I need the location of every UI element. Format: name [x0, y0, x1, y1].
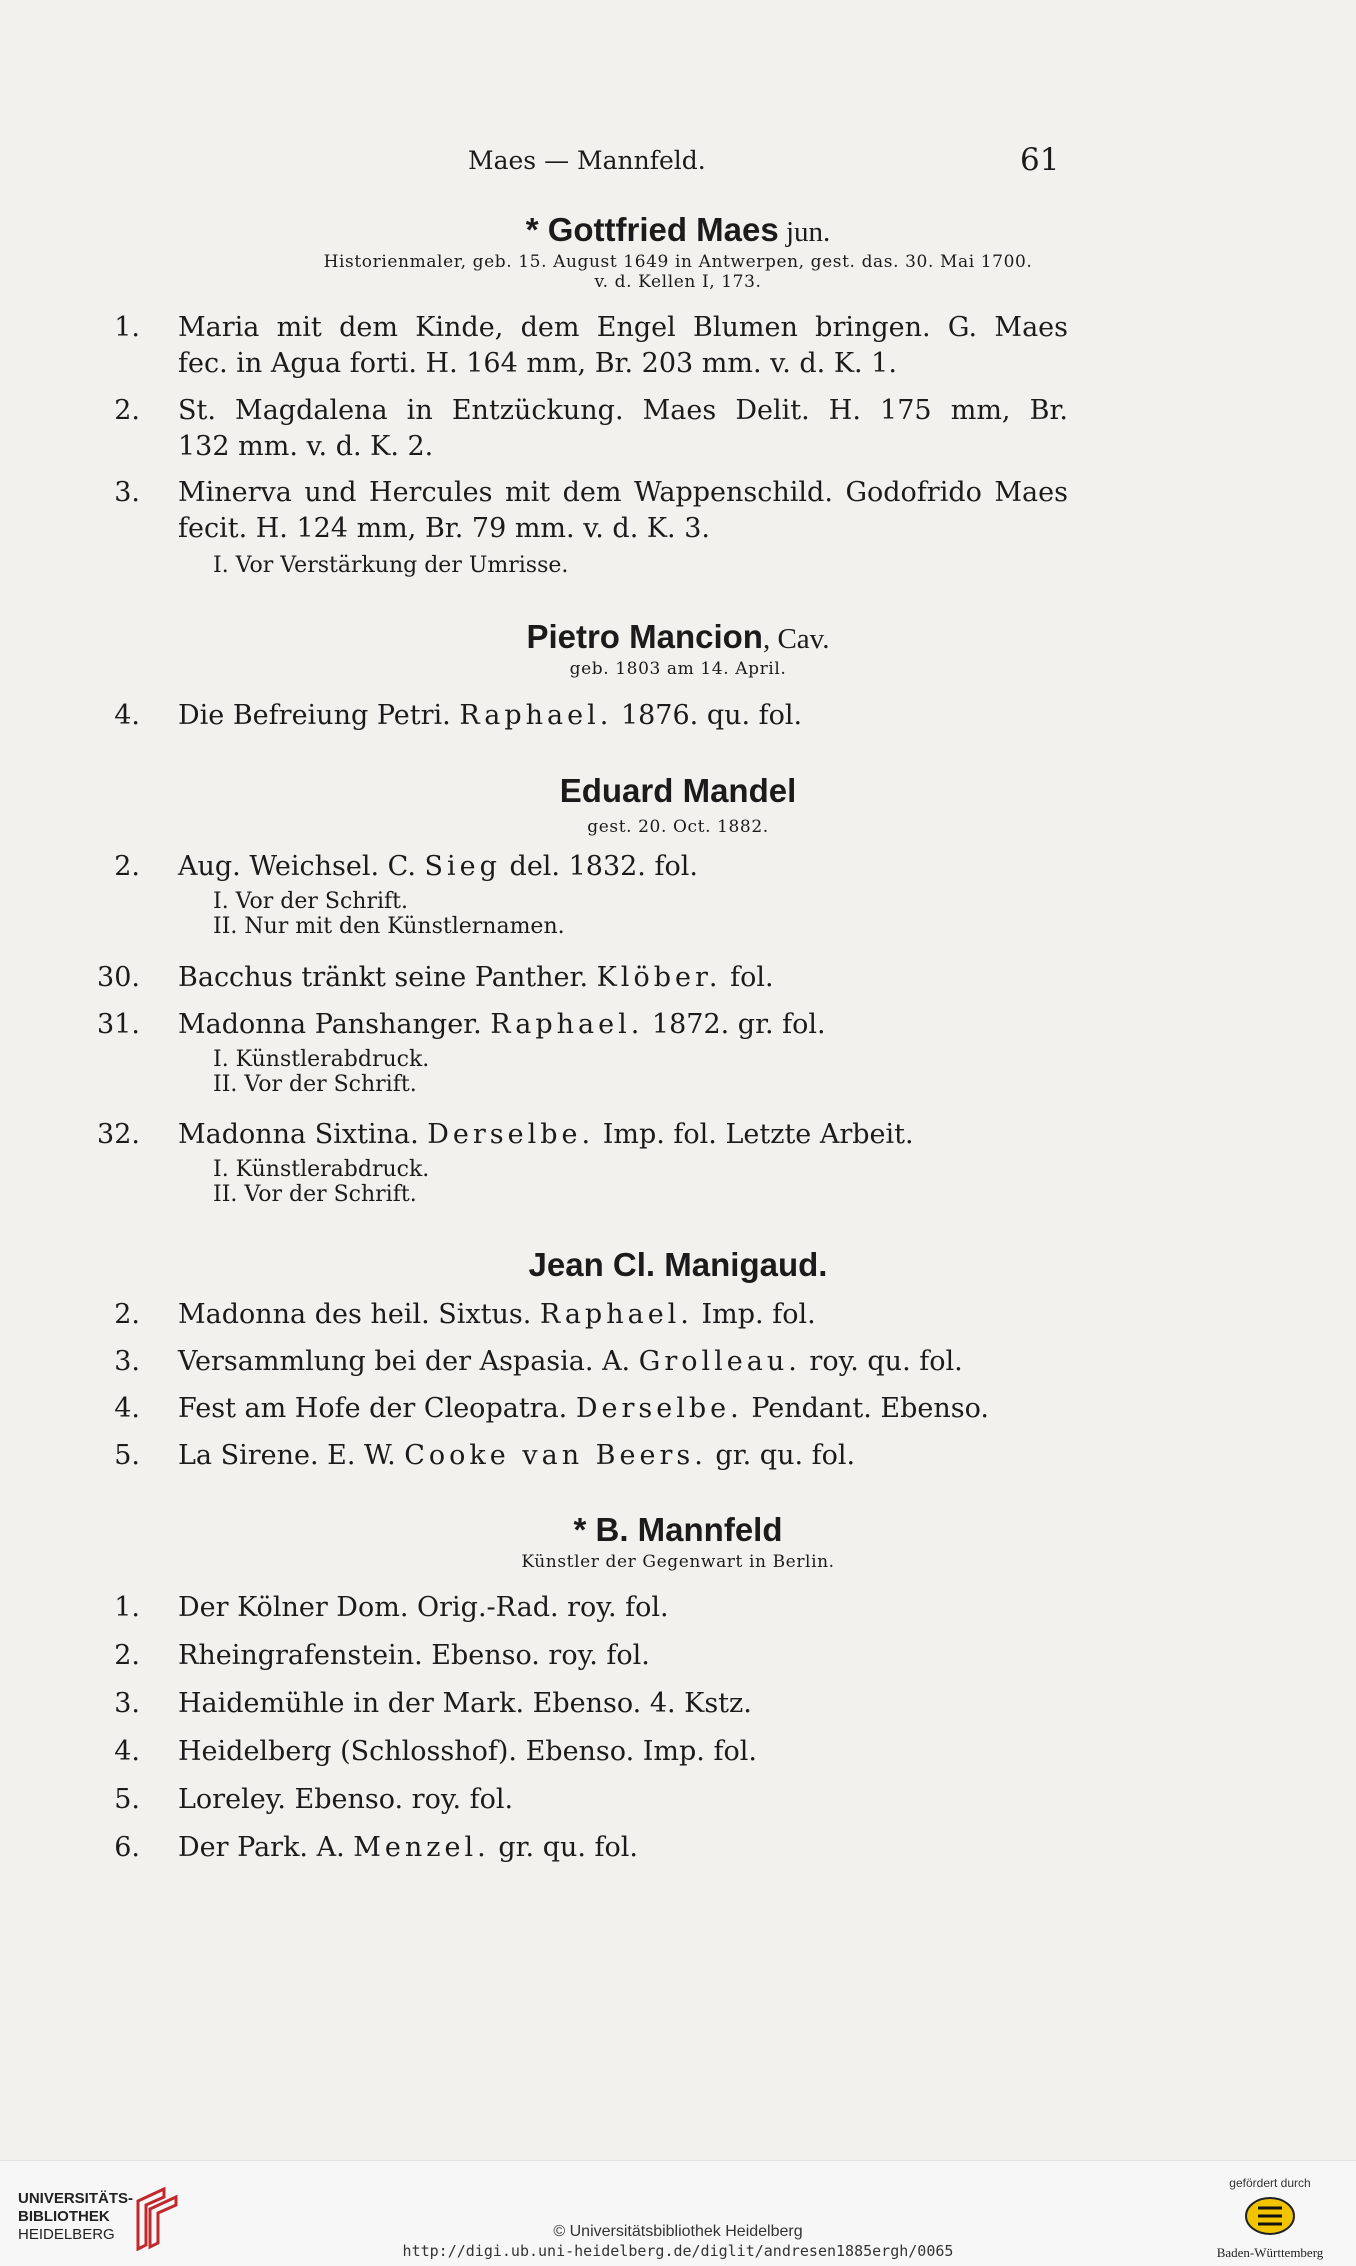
entry-number: 1. [114, 1592, 140, 1623]
state-line: II. Nur mit den Künstlernamen. [213, 914, 565, 939]
entry-title: Der Park. A. [178, 1832, 345, 1863]
entry-title: Madonna Sixtina. [178, 1119, 419, 1150]
entry-title: Aug. Weichsel. C. [178, 851, 416, 882]
artist-bio: geb. 1803 am 14. April. [569, 659, 787, 679]
copyright-notice: © Universitätsbibliothek Heidelberg [553, 2223, 803, 2240]
entry-number: 3. [114, 1346, 140, 1377]
entry-number: 2. [114, 1299, 140, 1330]
entry-number: 4. [114, 700, 140, 731]
artist-name: B. Mannfeld [595, 1511, 783, 1548]
entry-number: 3. [114, 1688, 140, 1719]
artist-bio: Historienmaler, geb. 15. August 1649 in Antwerpen, gest. das. 30. Mai 1700. [323, 252, 1033, 272]
section-pietro-mancion [0, 617, 1356, 679]
entry-text [178, 1007, 1068, 1043]
entry-number: 2. [114, 395, 140, 426]
entry-text [178, 1391, 1068, 1427]
entry-text: Haidemühle in der Mark. Ebenso. 4. Kstz. [178, 1688, 752, 1719]
entry-number: 1. [114, 312, 140, 343]
entry-number: 3. [114, 477, 140, 508]
entry-text-cont: fecit. H. 124 mm, Br. 79 mm. v. d. K. 3. [178, 513, 710, 544]
entry-title: La Sirene. E. W. [178, 1440, 396, 1471]
entry-text: Der Kölner Dom. Orig.-Rad. roy. fol. [178, 1592, 669, 1623]
artist-heading [0, 1510, 1356, 1550]
entry-text: Loreley. Ebenso. roy. fol. [178, 1784, 514, 1815]
sponsor-label: gefördert durch [1229, 2176, 1311, 2190]
artist-name: Gottfried Maes [547, 211, 779, 248]
section-gottfried-maes [0, 210, 1356, 292]
state-line: I. Künstlerabdruck. [213, 1047, 430, 1072]
state-line: II. Vor der Schrift. [213, 1182, 417, 1207]
entry-details: roy. qu. fol. [809, 1346, 963, 1377]
entry-number: 2. [114, 851, 140, 882]
entry-number: 2. [114, 1640, 140, 1671]
entry-details: Imp. fol. [701, 1299, 816, 1330]
engraver-name: Raphael. [490, 1009, 644, 1040]
star-mark: * [525, 211, 548, 248]
digitization-footer [0, 2160, 1356, 2266]
artist-heading [0, 210, 1356, 252]
artist-name: Eduard Mandel [559, 772, 797, 809]
state-line: II. Vor der Schrift. [213, 1072, 417, 1097]
entry-details: gr. qu. fol. [715, 1440, 856, 1471]
entry-title: Versammlung bei der Aspasia. A. [178, 1346, 631, 1377]
engraver-name: Derselbe. [575, 1393, 743, 1424]
entry-text [178, 698, 1068, 734]
entry-title: Madonna Panshanger. [178, 1009, 482, 1040]
entry-title: Die Befreiung Petri. [178, 700, 451, 731]
entry-text: Rheingrafenstein. Ebenso. roy. fol. [178, 1640, 650, 1671]
running-title: Maes — Mannfeld. [468, 146, 706, 175]
permalink-url[interactable]: http://digi.ub.uni-heidelberg.de/diglit/andresen1885ergh/0065 [402, 2242, 954, 2260]
entry-details: Pendant. Ebenso. [751, 1393, 989, 1424]
entry-states [213, 1047, 429, 1097]
entry-states [213, 553, 568, 578]
artist-name: Pietro Mancion [526, 618, 763, 655]
entry-text: Maria mit dem Kinde, dem Engel Blumen bringen. G. Maes [178, 312, 1068, 343]
section-b-mannfeld [0, 1510, 1356, 1572]
entry-details: fol. [730, 962, 774, 993]
entry-details: 1876. qu. fol. [620, 700, 803, 731]
entry-text [178, 1344, 1068, 1380]
artist-bio: gest. 20. Oct. 1882. [587, 817, 769, 837]
entry-text [178, 1117, 1068, 1153]
state-line: I. Künstlerabdruck. [213, 1157, 430, 1182]
page-header [0, 142, 1356, 182]
entry-text: St. Magdalena in Entzückung. Maes Delit. H. 175 mm, Br. [178, 395, 1068, 426]
library-line: UNIVERSITÄTS- [18, 2190, 134, 2207]
page-number: 61 [1020, 142, 1060, 178]
library-line: HEIDELBERG [18, 2226, 115, 2243]
section-eduard-mandel [0, 771, 1356, 837]
state-line: I. Vor der Schrift. [213, 889, 409, 914]
entry-title: Madonna des heil. Sixtus. [178, 1299, 532, 1330]
entry-states [213, 1157, 429, 1207]
entry-text-cont: 132 mm. v. d. K. 2. [178, 431, 434, 462]
artist-name: Jean Cl. Manigaud. [528, 1246, 828, 1283]
entry-number: 5. [114, 1784, 140, 1815]
artist-bio: Künstler der Gegenwart in Berlin. [521, 1552, 835, 1572]
entry-number: 30. [97, 962, 140, 993]
engraver-name: Raphael. [539, 1299, 693, 1330]
engraver-name: Sieg [424, 851, 501, 882]
entry-number: 32. [97, 1119, 140, 1150]
sponsor-name[interactable]: Baden-Württemberg [1216, 2245, 1324, 2260]
entry-number: 4. [114, 1393, 140, 1424]
entry-details: gr. qu. fol. [498, 1832, 639, 1863]
star-mark: * [573, 1511, 596, 1548]
entry-title: Fest am Hofe der Cleopatra. [178, 1393, 568, 1424]
engraver-name: Menzel. [353, 1832, 490, 1863]
artist-suffix: jun. [778, 216, 831, 248]
artist-suffix: , Cav. [762, 623, 830, 655]
entry-text [178, 849, 1068, 885]
entry-number: 31. [97, 1009, 140, 1040]
artist-heading [0, 771, 1356, 811]
entry-text [178, 960, 1068, 996]
artist-heading [0, 617, 1356, 659]
engraver-name: Raphael. [459, 700, 613, 731]
entry-text [178, 1438, 1068, 1474]
engraver-name: Cooke van Beers. [404, 1440, 707, 1471]
entry-details: Imp. fol. Letzte Arbeit. [602, 1119, 914, 1150]
entry-details: 1872. gr. fol. [651, 1009, 826, 1040]
entry-number: 4. [114, 1736, 140, 1767]
state-line: I. Vor Verstärkung der Umrisse. [213, 553, 569, 578]
engraver-name: Klöber. [596, 962, 722, 993]
entry-text: Minerva und Hercules mit dem Wappenschild. Godofrido Maes [178, 477, 1068, 508]
entry-states [213, 889, 565, 939]
engraver-name: Grolleau. [638, 1346, 801, 1377]
entry-text [178, 1297, 1068, 1333]
entry-number: 6. [114, 1832, 140, 1863]
artist-reference: v. d. Kellen I, 173. [594, 272, 762, 292]
entry-details: del. 1832. fol. [509, 851, 698, 882]
entry-text: Heidelberg (Schlosshof). Ebenso. Imp. fol. [178, 1736, 757, 1767]
section-jean-manigaud [0, 1245, 1356, 1285]
engraver-name: Derselbe. [427, 1119, 595, 1150]
entry-text [178, 1830, 1068, 1866]
library-line: BIBLIOTHEK [18, 2208, 110, 2225]
entry-title: Bacchus tränkt seine Panther. [178, 962, 589, 993]
artist-heading [0, 1245, 1356, 1285]
entry-number: 5. [114, 1440, 140, 1471]
coat-of-arms-icon [1244, 2196, 1296, 2236]
entry-text-cont: fec. in Agua forti. H. 164 mm, Br. 203 mm. v. d. K. 1. [178, 348, 897, 379]
